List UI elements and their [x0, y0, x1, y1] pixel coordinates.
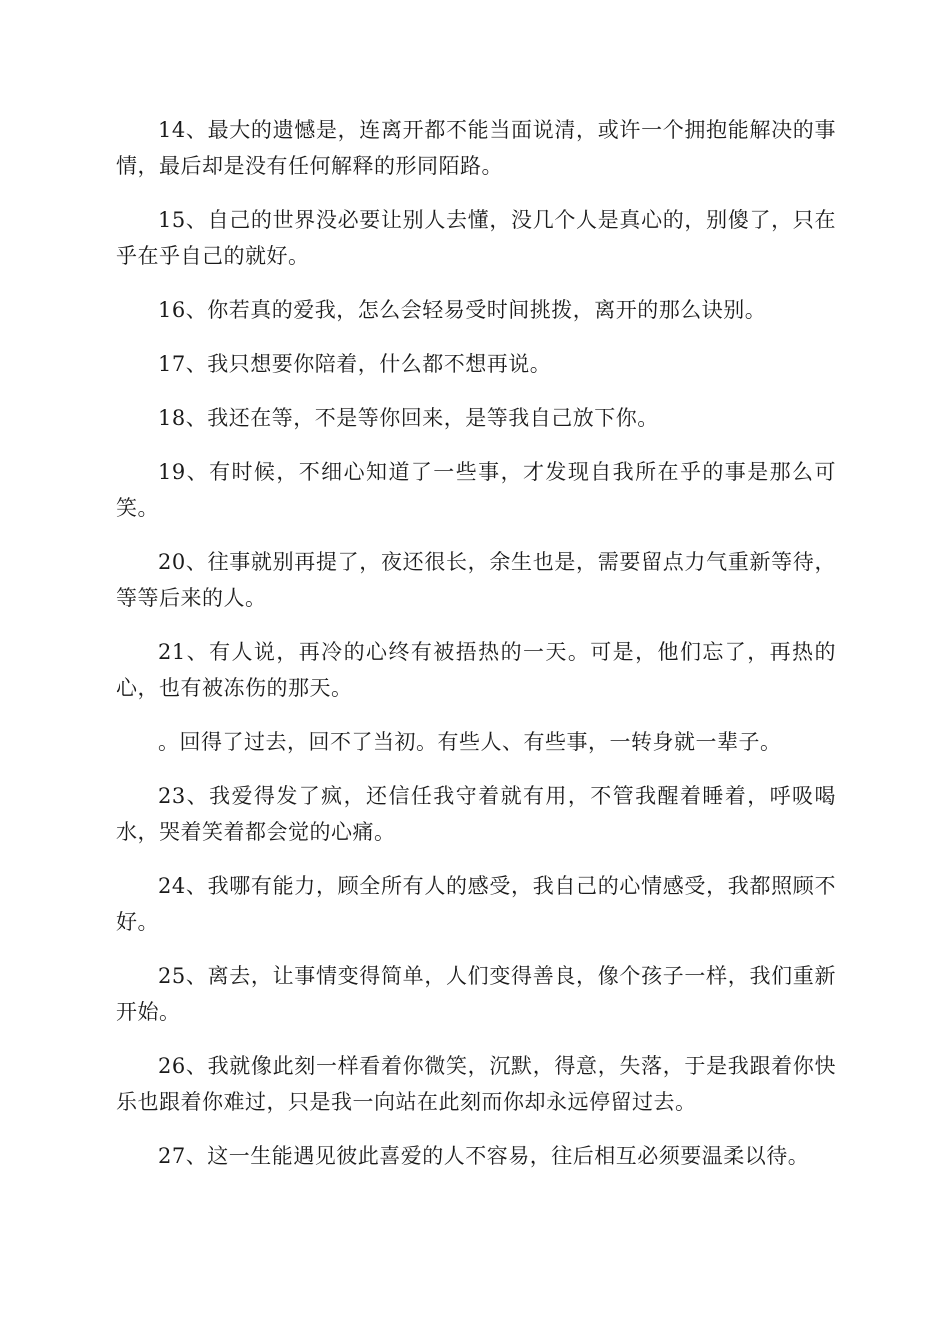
paragraph-24: 24、我哪有能力，顾全所有人的感受，我自己的心情感受，我都照顾不好。 [116, 874, 836, 934]
paragraph-22: 。回得了过去，回不了当初。有些人、有些事，一转身就一辈子。 [158, 730, 782, 754]
paragraph-17: 17、我只想要你陪着，什么都不想再说。 [158, 352, 552, 376]
paragraph-25: 25、离去，让事情变得简单，人们变得善良，像个孩子一样，我们重新开始。 [116, 964, 836, 1024]
paragraph-15: 15、自己的世界没必要让别人去懂，没几个人是真心的，别傻了，只在乎在乎自己的就好。 [116, 208, 836, 268]
paragraph-20: 20、往事就别再提了，夜还很长，余生也是，需要留点力气重新等待，等等后来的人。 [116, 550, 836, 610]
paragraph-16: 16、你若真的爱我，怎么会轻易受时间挑拨，离开的那么诀别。 [158, 298, 767, 322]
paragraph-14: 14、最大的遗憾是，连离开都不能当面说清，或许一个拥抱能解决的事情，最后却是没有任何解释的形同陌路。 [116, 118, 836, 178]
paragraph-19: 19、有时候，不细心知道了一些事，才发现自我所在乎的事是那么可笑。 [116, 460, 836, 520]
paragraph-23: 23、我爱得发了疯，还信任我守着就有用，不管我醒着睡着，呼吸喝水，哭着笑着都会觉的心痛。 [116, 784, 836, 844]
document-body [116, 112, 836, 1192]
paragraph-27: 27、这一生能遇见彼此喜爱的人不容易，往后相互必须要温柔以待。 [158, 1144, 810, 1168]
paragraph-21: 21、有人说，再冷的心终有被捂热的一天。可是，他们忘了，再热的心，也有被冻伤的那天。 [116, 640, 836, 700]
paragraph-18: 18、我还在等，不是等你回来，是等我自己放下你。 [158, 406, 659, 430]
paragraph-26: 26、我就像此刻一样看着你微笑，沉默，得意，失落，于是我跟着你快乐也跟着你难过，只是我一向站在此刻而你却永远停留过去。 [116, 1054, 836, 1114]
